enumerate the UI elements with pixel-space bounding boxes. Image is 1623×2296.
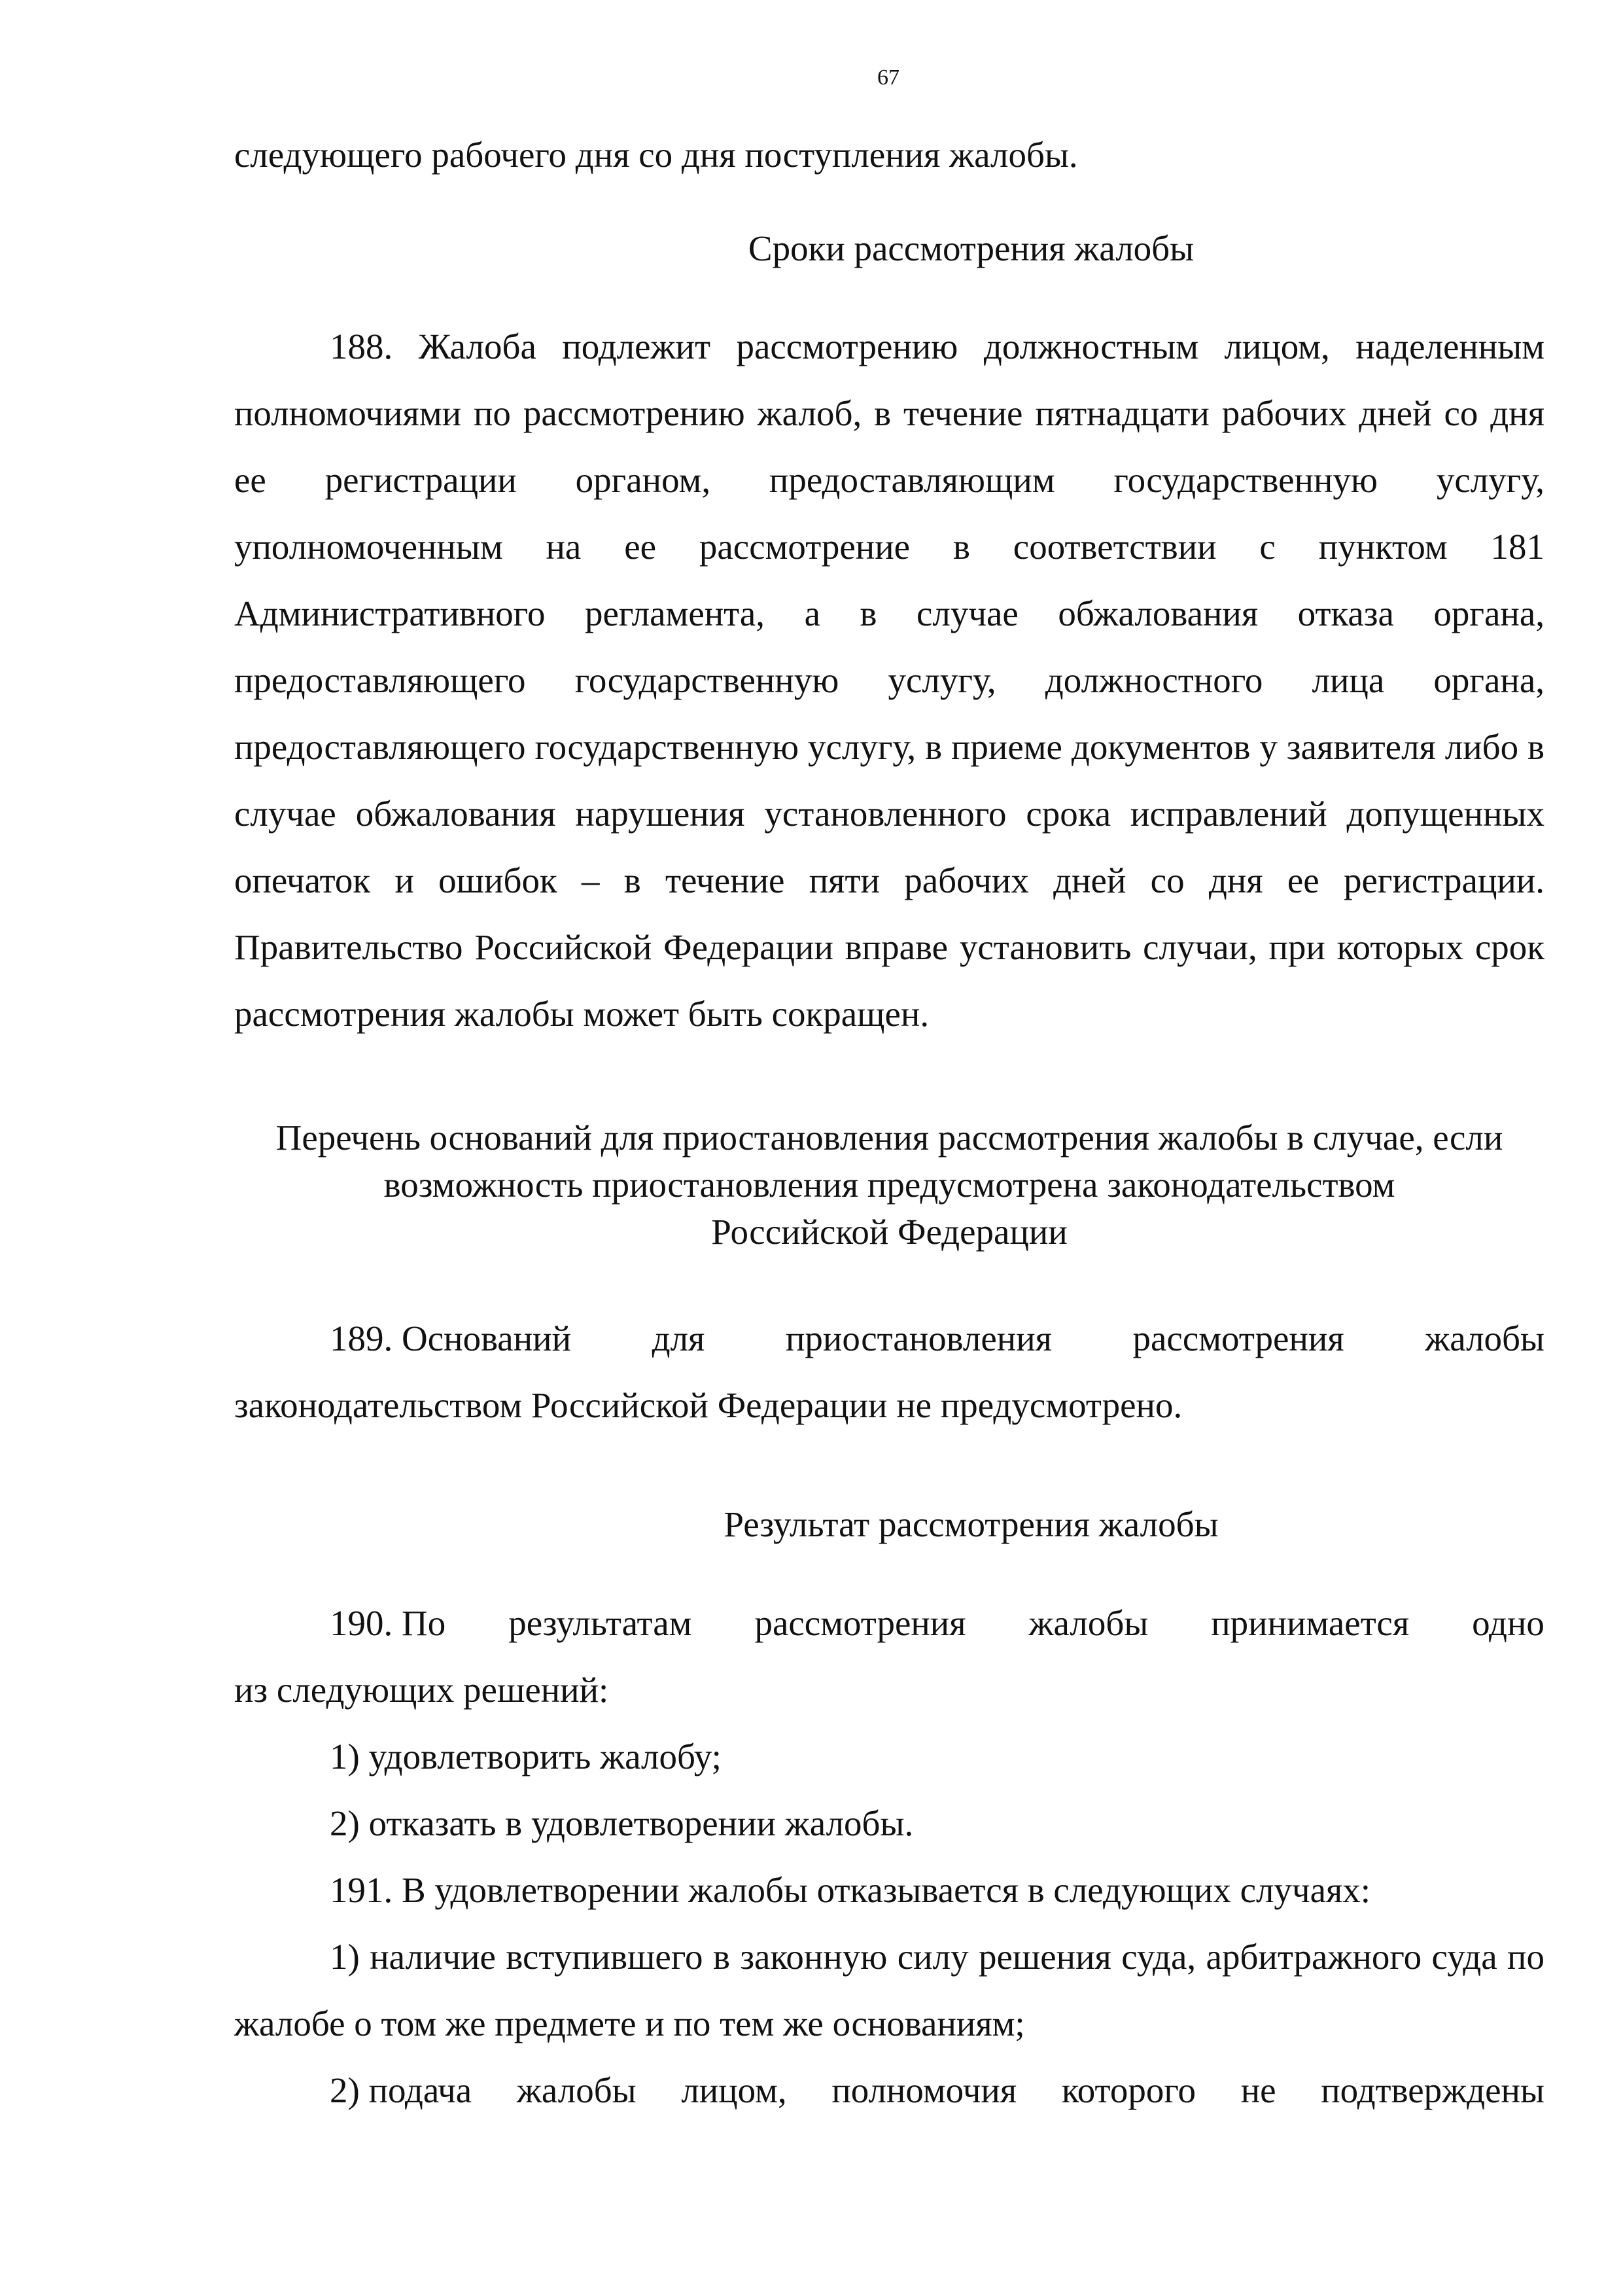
- list-item-191-1: 1) наличие вступившего в законную силу решения суда, арбитражного суда по жалобе о том же предмете и по тем же основаниям;: [234, 1937, 1544, 2043]
- word: принимается: [1211, 1603, 1410, 1643]
- word: приостановления: [785, 1318, 1052, 1358]
- paragraph-189-line-2: законодательством Российской Федерации не предусмотрено.: [234, 1385, 1183, 1425]
- paragraph-190-line-2: из следующих решений:: [234, 1670, 609, 1710]
- word: жалобы: [516, 2070, 637, 2110]
- heading-line-3: Российской Федерации: [711, 1212, 1068, 1252]
- word: 2) подача: [330, 2070, 472, 2110]
- word: жалобы: [1028, 1603, 1149, 1643]
- paragraph-190-block: [234, 1590, 1544, 2124]
- list-item-191-2: [234, 2057, 1544, 2124]
- heading-line-2: возможность приостановления предусмотрена законодательством: [383, 1165, 1395, 1205]
- heading-line-1: Перечень оснований для приостановления рассмотрения жалобы в случае, если: [275, 1118, 1503, 1157]
- word: 189. Оснований: [330, 1318, 572, 1358]
- word: лицом,: [681, 2070, 787, 2110]
- paragraph-189-block: [234, 1305, 1544, 1439]
- page-number: 67: [877, 65, 899, 90]
- word: подтверждены: [1321, 2070, 1544, 2110]
- word: полномочия: [831, 2070, 1017, 2110]
- section-heading-suspension-grounds: [234, 1114, 1544, 1256]
- paragraph-190-line-1: [234, 1590, 1544, 1657]
- section-heading-review-result: Результат рассмотрения жалобы: [724, 1504, 1219, 1544]
- word: 190. По: [330, 1603, 446, 1643]
- paragraph-189-line-1: [234, 1305, 1544, 1372]
- word: результатам: [508, 1603, 692, 1643]
- word: одно: [1472, 1603, 1544, 1643]
- paragraph-188-block: [234, 313, 1544, 1048]
- word: рассмотрения: [754, 1603, 966, 1643]
- list-item-190-2: 2) отказать в удовлетворении жалобы.: [330, 1803, 914, 1843]
- word: для: [652, 1318, 705, 1358]
- continuation-line: следующего рабочего дня со дня поступления жалобы.: [234, 135, 1078, 175]
- paragraph-191: 191. В удовлетворении жалобы отказывается в следующих случаях:: [330, 1870, 1371, 1910]
- word: жалобы: [1425, 1318, 1544, 1358]
- word: не: [1240, 2070, 1276, 2110]
- section-heading-review-terms: Сроки рассмотрения жалобы: [748, 228, 1195, 268]
- list-item-190-1: 1) удовлетворить жалобу;: [330, 1737, 722, 1776]
- intro-text: [234, 122, 1544, 188]
- word: рассмотрения: [1132, 1318, 1344, 1358]
- word: которого: [1061, 2070, 1196, 2110]
- paragraph-188: 188. Жалоба подлежит рассмотрению должностным лицом, наделенным полномочиями по рассмотрению жалоб, в течение пятнадцати рабочих дней со дня ее регистрации органом, предоставляющим государственную услугу, уполномоченным на ее рассмотрение в соответствии с пунктом 181 Административного регламента, а в случае обжалования отказа органа, предоставляющего государственную услугу, должностного лица органа, предоставляющего государственную услугу, в приеме документов у заявителя либо в случае обжалования нарушения установленного срока исправлений допущенных опечаток и ошибок – в течение пяти рабочих дней со дня ее регистрации. Правительство Российской Федерации вправе установить случаи, при которых срок рассмотрения жалобы может быть сокращен.: [234, 327, 1544, 1034]
